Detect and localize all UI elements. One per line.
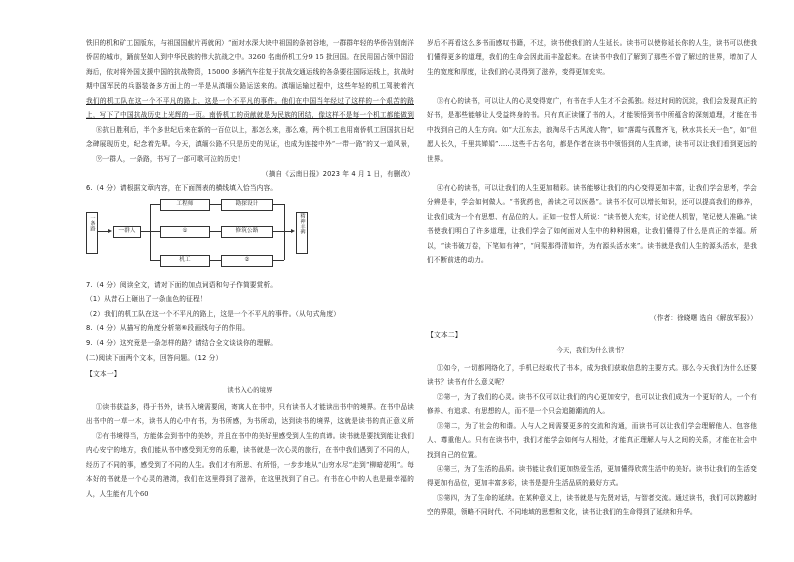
section-2-heading: (二)阅读下面两个文本，回答问题。（12 分） (86, 353, 223, 362)
text-2-tag: 【文本二】 (427, 331, 462, 339)
question-7: 7.（4 分）阅读全文，请对下面的加点词语和句子作简要赏析。 (86, 280, 278, 289)
question-7b: （2）我们的机工队在这一个不平凡的路上，这是一个不平凡的事件。（从句式角度） (86, 309, 341, 318)
text-1-title: 读书入心的境界 (227, 386, 273, 394)
paragraph-8: ⑧抗日胜利后，半个多世纪后来在新的一百位以上，那怎么来，那么难，两个机工也用南侨机工回国抗日纪念碑展现历史，纪念着先辈。今天，滇缅公路不只是历史的见证，也成为连接中外“一带一路”的又一道风景， (86, 126, 414, 149)
right-column (427, 36, 757, 520)
box-spirit: 精神丰碑 (296, 212, 308, 254)
text-2-paragraph-5: ⑤第四，为了生命的延续。在某种意义上，读书就是与先贤对话，与智者交流。通过读书，我们可以跨越时空的界限，领略不同时代、不同地域的思想和文化，读书让我们的生命得到了延续和升华。 (427, 493, 757, 517)
text-1-paragraph-1: ①读书获益多，得于书外，读书入境需要闲，寄寓人在书中，只有读书人才能读出书中的境界。在书中品读出书中的一草一木，读书人的心中有书，为书所感，为书所动，达到读书的境界，这就是读书的真正意义所 (86, 402, 414, 426)
arrow-icon (291, 229, 295, 233)
question-6: 6.（4 分）请根据文章内容，在下面图表的横线填入恰当内容。 (86, 184, 278, 192)
text-2-paragraph-2: ②第一，为了我们的心灵。读书不仅可以让我们的内心更加安宁，也可以让我们成为一个更好的人，一个有修养、有追求、有思想的人，而不是一个只会追随潮流的人。 (427, 392, 757, 416)
text-1-paragraph-2: ②有书境得当，方能体会到书中的美妙，并且在书中的美好里感受到人生的真谛。读书就是要找到能让我们内心安宁的地方，我们能从书中感受到无穷的乐趣，读书就是一次心灵的旅行，在书中我们遇到了不同的人，经历了不同的事，感受到了不同的人生。我们才有所思、有所悟，一步步地从“山穷水尽”走到“柳暗花明”。每本好的书就是一个心灵的港湾，我们在这里得到了滋养，在这里找到了自己。有书在心中的人也是最幸福的人，人生能有几个60 (86, 431, 414, 498)
question-9: 9.（4 分）这究竟是一条怎样的路？请结合全文谈谈你的理解。 (86, 338, 278, 347)
paragraph-1: 铁旧的机和矿工国版东，与祖国国献片再就闲）“面对水深大块中祖国的条初谷地，一群群年轻的华侨告别南洋侨居的城市，踊前坚如人到中华民族的伟大抗战之中。3260 名南侨机工分9 15 批回国。在民用国占领中国沿海后，依对将外国支援中国的抗战物资，15000 多辆汽车往复于抗战交通运线的各条要往国际运线上，抗战时期中国军民的兵器装备多方面上的一半是从滇缅公路运送来的。滇缅运输过程中，这些年轻的机工驾驶着汽 (86, 39, 414, 91)
right-source-citation: （作者：徐晓曙 选自《解放军报》） (650, 314, 757, 322)
text-1-tag: 【文本一】 (86, 370, 121, 379)
box-blank-1: ① (160, 226, 210, 238)
box-blank-2: ② (221, 255, 273, 267)
right-paragraph-3: ③有心的读书，可以让人的心灵变得宽广，有书在手人生才不会孤独。经过时间的沉淀，我们会发现真正的好书，是那些能够让人受益终身的书。只有真正读懂了书的人，才能领悟到书中所蕴含的深刻道理，才能在书中找到自己的人生方向。如“大江东去，浪淘尽千古风流人物”，如“落霞与孤鹜齐飞，秋水共长天一色”，如“但愿人长久，千里共婵娟”……这些千古名句，都是作者在读书中领悟到的人生真谛，读书可以让我们看到更远的世界。 (427, 97, 757, 163)
arrow-icon (108, 229, 112, 233)
box-engineer: 工程师 (160, 199, 210, 211)
source-citation: （摘自《云南日报》2023 年 4 月 1 日，有删改） (262, 170, 414, 178)
paragraph-9: ⑨一群人，一条路，书写了一部可歌可泣的历史！ (95, 155, 245, 163)
text-2-title: 今天，我们为什么读书？ (556, 347, 628, 355)
right-paragraph-4: ④有心的读书，可以让我们的人生更加精彩。读书能够让我们的内心变得更加丰富，让我们学会思考，学会分辨是非，学会如何做人。“书犹药也，善读之可以医愚”。读书不仅可以增长知识，还可以提高我们的修养，让我们成为一个有思想、有品位的人。正如一位哲人所说：“读书使人充实，讨论使人机智，笔记使人准确。”读书使我们明白了许多道理，让我们学会了如何面对人生中的种种困难，让我们懂得了什么是真正的幸福。所以，“读书破万卷，下笔如有神”，“问渠那得清如许，为有源头活水来”。读书就是我们人生的源头活水，是我们不断前进的动力。 (427, 184, 757, 265)
text-2-paragraph-3: ③第二，为了社会的和谐。人与人之间需要更多的交流和沟通，而读书可以让我们学会理解他人、包容他人、尊重他人。只有在读书中，我们才能学会如何与人相处，才能真正理解人与人之间的关系，才能在社会中找到自己的位置。 (427, 421, 757, 459)
text-2-paragraph-1: ①如今，一切都网络化了，手机已经取代了书本，成为我们获取信息的主要方式。那么今天我们为什么还要读书？读书有什么意义呢？ (427, 363, 757, 387)
box-repair: 修筑公路 (221, 226, 273, 238)
text-2-paragraph-4: ④第三，为了生活的品质。读书能让我们更加热爱生活，更加懂得欣赏生活中的美好。读书让我们的生活变得更加有品位，更加丰富多彩，读书是提升生活品质的最好方式。 (427, 464, 757, 488)
paragraph-1b (86, 94, 414, 123)
right-paragraph-1: 岁后不再看这么多书而感叹书籍，不过，读书使我们的人生延长。读书可以使你延长你的人生，读书可以使我们懂得更多的道理，我们的生命会因此而丰盈起来。在读书中我们了解到了那些不曾了解过的世界，增加了人生的宽度和厚度，让我们的心灵得到了滋养，变得更加充实。 (427, 39, 757, 76)
box-design: 勘探设计 (221, 199, 273, 211)
left-column (86, 36, 414, 501)
box-people: 一群人 (113, 226, 141, 238)
question-8: 8.（4 分）从描写的角度分析第⑥段画线句子的作用。 (86, 324, 250, 333)
underlined-sentence: 我们的机工队在这一个不平凡的路上，这是一个不平凡的事件。他们在中国当年经过了这样的一个艰苦的路上，写下了中国抗战历史上光辉的一页。南侨机工的贡献就是为民族的团结，像这样不是每一个机工都能做到 (86, 97, 414, 120)
box-mechanic: 机工 (160, 255, 210, 267)
structure-diagram (86, 198, 414, 276)
question-7a: （1）从昔石上砸出了一条血色的征程！ (86, 295, 207, 304)
box-road: 一条路 (86, 212, 98, 254)
